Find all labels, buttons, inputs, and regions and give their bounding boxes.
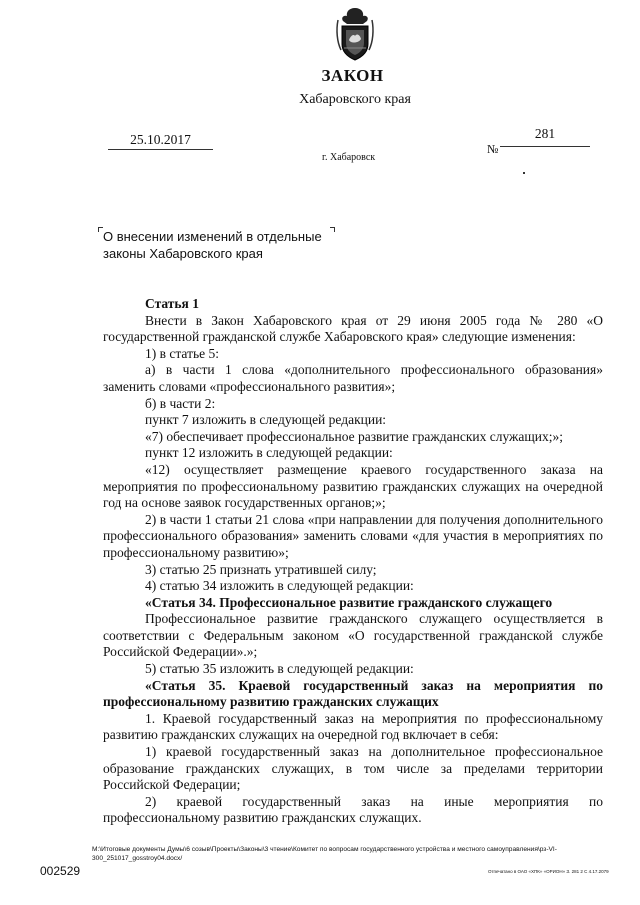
body-paragraph: б) в части 2: xyxy=(145,395,216,411)
body-paragraph: а) в части 1 слова «дополнительного профессионального образования» заменить словами «профессионального развития»; xyxy=(103,362,603,394)
body-paragraph: пункт 7 изложить в следующей редакции: xyxy=(145,412,387,428)
body-paragraph: 1. Краевой государственный заказ на мероприятия по профессиональному развитию гражданских служащих на очередной год включает в себя: xyxy=(103,710,603,743)
body-paragraph: Профессиональное развитие гражданского служащего осуществляется в соответствии с Федеральным законом «О государственной гражданской службе Российской Федерации».»; xyxy=(103,611,603,660)
body-paragraph: Внести в Закон Хабаровского края от 29 июня 2005 года № 280 «О государственной гражданской службе Хабаровского края» следующие изменения: xyxy=(103,312,603,345)
number-label: № xyxy=(487,142,499,156)
body-paragraph: «Статья 34. Профессиональное развитие гражданского служащего xyxy=(145,594,553,610)
footer-file-path: М:\Итоговые документы Думы\6 созыв\Проекты\Законы\3 чтение\Комитет по вопросам государственного устройства и местного самоуправления\рз-VI-300_251017_gosstroy04.docx/ xyxy=(92,846,557,862)
body-paragraph: «12) осуществляет размещение краевого государственного заказа на мероприятия по профессиональному развитию гражданских служащих на очередной год на основе заявок государственных органов;»; xyxy=(103,461,603,511)
footer-printer-note: Отпечатано в ОАО «ХПК» «ОРИОН» З. 281 2 С 4.17.2079 xyxy=(488,869,609,874)
footer-code: 002529 xyxy=(40,864,81,878)
body-paragraph: 5) статью 35 изложить в следующей редакции: xyxy=(145,661,414,677)
body-paragraph: 3) статью 25 признать утратившей силу; xyxy=(145,561,377,577)
body-paragraph: 4) статью 34 изложить в следующей редакции: xyxy=(145,578,414,594)
body-paragraph: Статья 1 xyxy=(145,296,199,311)
body-paragraph: 1) в статье 5: xyxy=(145,345,219,361)
body-paragraph: пункт 12 изложить в следующей редакции: xyxy=(145,445,393,461)
body-paragraph: 2) в части 1 статьи 21 слова «при направлении для получения дополнительного профессионального образования» заменить словами «для участия в мероприятиях по профессиональному развитию»; xyxy=(103,511,603,560)
document-number: 281 xyxy=(500,126,590,147)
document-body xyxy=(103,296,603,827)
document-subject: О внесении изменений в отдельные законы Хабаровского края xyxy=(103,229,322,261)
coat-of-arms-emblem xyxy=(335,6,375,62)
document-subtitle: Хабаровского края xyxy=(299,92,411,107)
body-paragraph: 1) краевой государственный заказ на дополнительное профессиональное образование гражданских служащих, в том числе за пределами территории Российской Федерации; xyxy=(103,744,603,793)
document-date: 25.10.2017 xyxy=(108,132,213,150)
document-title: ЗАКОН xyxy=(321,66,384,85)
scan-dot xyxy=(523,172,525,174)
body-paragraph: «Статья 35. Краевой государственный заказ на мероприятия по профессиональному развитию гражданских служащих xyxy=(103,677,603,710)
body-paragraph: 2) краевой государственный заказ на иные мероприятия по профессиональному развитию гражданских служащих. xyxy=(103,793,603,826)
document-city: г. Хабаровск xyxy=(322,152,376,163)
body-paragraph: «7) обеспечивает профессиональное развитие гражданских служащих;»; xyxy=(145,428,563,444)
